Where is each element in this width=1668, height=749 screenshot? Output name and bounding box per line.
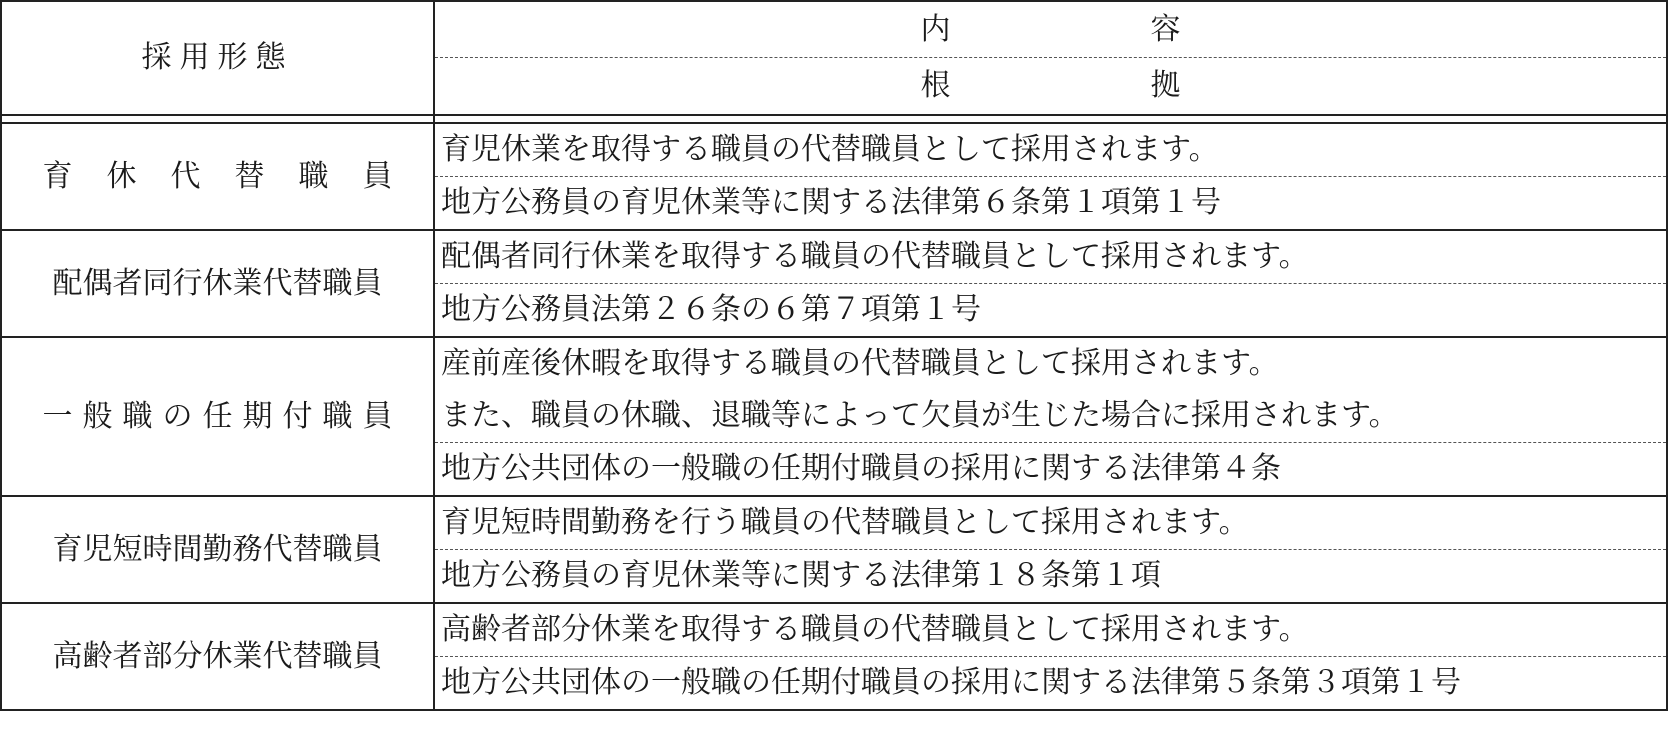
employment-type-cell [1,123,434,230]
employment-type-cell [1,337,434,496]
basis-line: 地方公共団体の一般職の任期付職員の採用に関する法律第４条 [434,443,1667,497]
basis-line: 地方公務員法第２６条の６第７項第１号 [434,284,1667,338]
header-basis-label: 根拠 [920,68,1181,103]
content-line: 産前産後休暇を取得する職員の代替職員として採用されます。 [434,337,1667,390]
content-line: 高齢者部分休業を取得する職員の代替職員として採用されます。 [434,603,1667,657]
content-line: 配偶者同行休業を取得する職員の代替職員として採用されます。 [434,230,1667,284]
header-double-rule [1,115,1667,123]
employment-type-cell [1,230,434,337]
table-row [1,603,1667,657]
header-type-label: 採用形態 [141,40,294,75]
basis-line: 地方公共団体の一般職の任期付職員の採用に関する法律第５条第３項第１号 [434,657,1667,711]
employment-type: 配偶者同行休業代替職員 [52,265,383,301]
header-basis-cell [434,58,1667,116]
header-content-cell [434,1,1667,58]
table-row [1,337,1667,390]
employment-type: 育児短時間勤務代替職員 [52,531,383,567]
header-type-cell [1,1,434,115]
header-content-label: 内容 [920,11,1181,47]
basis-line: 地方公務員の育児休業等に関する法律第１８条第１項 [434,550,1667,604]
content-line: 育児短時間勤務を行う職員の代替職員として採用されます。 [434,496,1667,550]
employment-type: 高齢者部分休業代替職員 [52,638,383,674]
content-line: 育児休業を取得する職員の代替職員として採用されます。 [434,123,1667,177]
employment-type: 育休代替職員 [42,158,393,194]
content-line: また、職員の休職、退職等によって欠員が生じた場合に採用されます。 [434,390,1667,443]
employment-type-cell [1,496,434,603]
table-row [1,230,1667,284]
table-header-row [1,1,1667,58]
employment-type: 一般職の任期付職員 [42,398,393,434]
basis-line: 地方公務員の育児休業等に関する法律第６条第１項第１号 [434,177,1667,231]
table-row [1,123,1667,177]
table-row [1,496,1667,550]
employment-type-cell [1,603,434,710]
